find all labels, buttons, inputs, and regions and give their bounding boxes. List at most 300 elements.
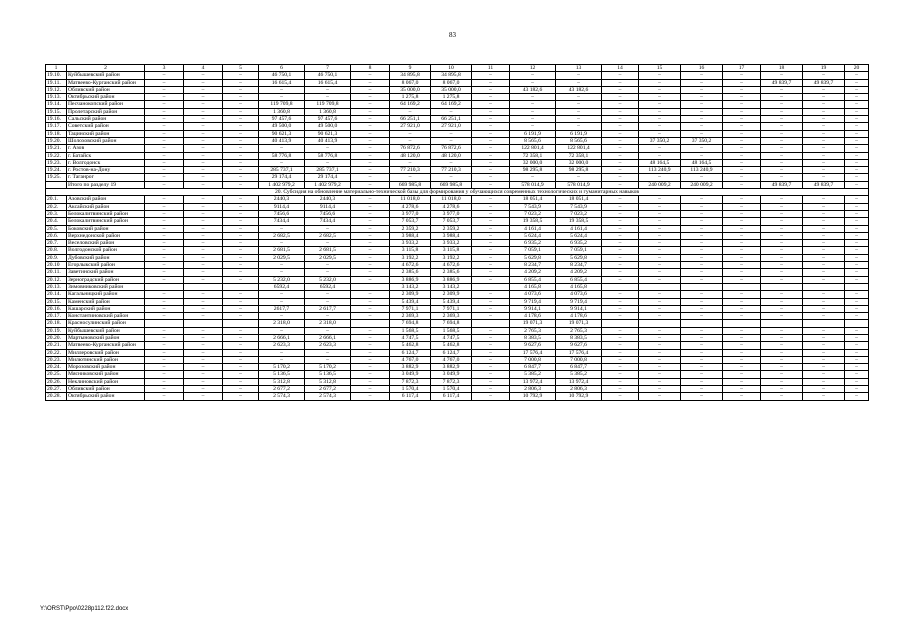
row-number-cell: 20.19. [46, 327, 67, 334]
value-cell: – [305, 94, 351, 101]
value-cell: – [184, 269, 223, 276]
value-cell [184, 320, 223, 327]
value-cell: 32 000,0 [510, 159, 556, 166]
value-cell: – [351, 232, 390, 239]
value-cell: 90 621,3 [305, 130, 351, 137]
page-number: 83 [449, 31, 456, 39]
value-cell: – [472, 291, 510, 298]
value-cell: – [761, 386, 803, 393]
value-cell: 48 120,0 [390, 152, 431, 159]
value-cell: – [681, 291, 723, 298]
value-cell: – [472, 371, 510, 378]
value-cell: 7456,6 [305, 210, 351, 217]
district-name-cell: Егорлыкский район [67, 262, 145, 269]
value-cell: – [845, 364, 869, 371]
value-cell: – [803, 393, 845, 400]
value-cell: 9 914,1 [556, 305, 602, 312]
value-cell: – [681, 313, 723, 320]
value-cell: – [223, 152, 259, 159]
value-cell: – [351, 262, 390, 269]
value-cell: – [472, 203, 510, 210]
district-name-cell: г. Таганрог [67, 174, 145, 181]
value-cell: – [761, 364, 803, 371]
value-cell: – [723, 123, 761, 130]
value-cell: – [145, 116, 184, 123]
value-cell: – [305, 159, 351, 166]
value-cell: – [803, 123, 845, 130]
value-cell: – [472, 378, 510, 385]
value-cell: – [761, 371, 803, 378]
value-cell: 5 439,4 [431, 298, 472, 305]
value-cell: – [803, 174, 845, 181]
value-cell: – [845, 72, 869, 79]
value-cell: – [351, 72, 390, 79]
value-cell: – [351, 181, 390, 188]
row-number-cell: 20.27. [46, 386, 67, 393]
value-cell: 3 049,9 [431, 371, 472, 378]
value-cell: – [472, 152, 510, 159]
row-number-cell: 20.25. [46, 371, 67, 378]
value-cell: 2 681,5 [305, 247, 351, 254]
value-cell: – [723, 86, 761, 93]
value-cell: – [305, 240, 351, 247]
value-cell: 17 576,4 [510, 349, 556, 356]
value-cell: – [184, 116, 223, 123]
value-cell: – [145, 137, 184, 144]
value-cell: – [556, 101, 602, 108]
value-cell: – [184, 137, 223, 144]
value-cell: – [845, 393, 869, 400]
value-cell: 58 776,8 [305, 152, 351, 159]
value-cell: 7456,6 [259, 210, 305, 217]
value-cell: 4 767,0 [390, 356, 431, 363]
value-cell: – [681, 356, 723, 363]
value-cell: – [681, 218, 723, 225]
value-cell: – [681, 145, 723, 152]
value-cell: – [639, 79, 681, 86]
value-cell: – [602, 116, 639, 123]
value-cell: – [803, 72, 845, 79]
value-cell: 3 886,9 [431, 276, 472, 283]
value-cell: 3 988,4 [390, 232, 431, 239]
value-cell: – [803, 327, 845, 334]
value-cell: – [602, 240, 639, 247]
value-cell: – [351, 174, 390, 181]
value-cell: – [681, 94, 723, 101]
column-number-cell: 6 [259, 65, 305, 72]
value-cell: – [639, 342, 681, 349]
value-cell: – [602, 72, 639, 79]
value-cell: – [639, 72, 681, 79]
value-cell: – [681, 203, 723, 210]
district-name-cell: Волгодонской район [67, 247, 145, 254]
value-cell: 2 806,3 [510, 386, 556, 393]
value-cell: – [639, 269, 681, 276]
value-cell: – [681, 298, 723, 305]
value-cell: 3 115,8 [431, 247, 472, 254]
header-row [46, 65, 869, 72]
value-cell: – [259, 225, 305, 232]
value-cell: – [145, 240, 184, 247]
value-cell: 2 029,5 [305, 254, 351, 261]
value-cell: – [602, 218, 639, 225]
value-cell: – [723, 108, 761, 115]
table-row [46, 108, 869, 115]
total-row [46, 181, 869, 188]
value-cell: – [681, 349, 723, 356]
value-cell: 5 136,5 [259, 371, 305, 378]
value-cell: – [639, 262, 681, 269]
value-cell: – [681, 108, 723, 115]
value-cell: 7 023,2 [510, 210, 556, 217]
row-number-cell: 19.17. [46, 123, 67, 130]
value-cell: 4 672,6 [390, 262, 431, 269]
value-cell: 8 067,0 [431, 79, 472, 86]
value-cell: – [351, 116, 390, 123]
value-cell: – [845, 181, 869, 188]
value-cell: – [602, 378, 639, 385]
section-title: 20. Субсидия на обновление материально-технической базы для формирования у обучающихся современных технологических и гуманитарных навыков [46, 189, 869, 196]
value-cell: 9 719,4 [556, 298, 602, 305]
value-cell: 46 750,1 [259, 72, 305, 79]
value-cell: 5 312,8 [259, 378, 305, 385]
value-cell: 2 318,0 [305, 320, 351, 327]
value-cell: 19 071,3 [556, 320, 602, 327]
row-number-cell: 20.4. [46, 218, 67, 225]
value-cell: – [602, 203, 639, 210]
value-cell: – [845, 116, 869, 123]
value-cell: – [761, 167, 803, 174]
value-cell: – [723, 203, 761, 210]
value-cell: – [761, 218, 803, 225]
value-cell: 6 855,4 [510, 276, 556, 283]
value-cell: – [845, 269, 869, 276]
value-cell: – [602, 305, 639, 312]
value-cell: – [602, 327, 639, 334]
value-cell: – [390, 159, 431, 166]
value-cell: – [305, 313, 351, 320]
value-cell: – [351, 123, 390, 130]
value-cell: – [184, 342, 223, 349]
value-cell: – [305, 262, 351, 269]
value-cell: – [602, 298, 639, 305]
column-number-cell: 5 [223, 65, 259, 72]
value-cell: – [803, 86, 845, 93]
value-cell: – [761, 159, 803, 166]
value-cell: 8 565,6 [510, 137, 556, 144]
value-cell: – [184, 152, 223, 159]
value-cell: – [845, 240, 869, 247]
value-cell: – [145, 247, 184, 254]
district-name-cell: Миллеровский район [67, 349, 145, 356]
value-cell: 4 747,5 [390, 334, 431, 341]
value-cell: – [259, 269, 305, 276]
value-cell: – [431, 137, 472, 144]
value-cell: – [510, 116, 556, 123]
row-number-cell: 20.8. [46, 247, 67, 254]
value-cell: 48 120,0 [431, 152, 472, 159]
district-name-cell: Песчанокопский район [67, 101, 145, 108]
value-cell: – [845, 349, 869, 356]
row-number-cell: 20.7. [46, 240, 67, 247]
value-cell: – [602, 159, 639, 166]
value-cell: – [803, 371, 845, 378]
value-cell: – [602, 167, 639, 174]
value-cell: – [472, 210, 510, 217]
value-cell: – [223, 386, 259, 393]
value-cell: – [223, 94, 259, 101]
value-cell: – [639, 349, 681, 356]
value-cell: – [681, 225, 723, 232]
value-cell: 2 765,3 [556, 327, 602, 334]
value-cell: – [761, 378, 803, 385]
value-cell: – [723, 174, 761, 181]
value-cell: – [845, 378, 869, 385]
value-cell: 6 855,4 [556, 276, 602, 283]
value-cell: – [845, 232, 869, 239]
value-cell: – [602, 94, 639, 101]
value-cell: – [305, 349, 351, 356]
value-cell: 1 275,8 [390, 94, 431, 101]
value-cell: 29 174,4 [259, 174, 305, 181]
value-cell: 64 169,2 [431, 101, 472, 108]
value-cell [351, 283, 390, 290]
value-cell: – [223, 196, 259, 203]
value-cell: – [351, 101, 390, 108]
value-cell: 7 059,1 [510, 247, 556, 254]
table-row [46, 79, 869, 86]
value-cell [723, 320, 761, 327]
value-cell: – [184, 386, 223, 393]
value-cell: – [761, 123, 803, 130]
value-cell: 4 278,6 [390, 203, 431, 210]
value-cell: – [472, 364, 510, 371]
value-cell: – [223, 137, 259, 144]
value-cell: – [145, 349, 184, 356]
column-number-cell: 10 [431, 65, 472, 72]
value-cell: 9 627,6 [556, 342, 602, 349]
value-cell: 669 985,8 [390, 181, 431, 188]
value-cell: – [472, 313, 510, 320]
value-cell: 76 872,6 [431, 145, 472, 152]
value-cell: – [223, 79, 259, 86]
value-cell: – [761, 269, 803, 276]
value-cell: – [145, 218, 184, 225]
value-cell [602, 320, 639, 327]
value-cell: 2 765,3 [510, 327, 556, 334]
value-cell: – [602, 269, 639, 276]
value-cell: – [602, 291, 639, 298]
value-cell: – [681, 327, 723, 334]
value-cell: 2 682,5 [259, 232, 305, 239]
value-cell: 40 413,9 [305, 137, 351, 144]
value-cell: – [639, 378, 681, 385]
value-cell: – [845, 108, 869, 115]
value-cell: 3 143,2 [390, 283, 431, 290]
value-cell: – [602, 123, 639, 130]
value-cell: 5 170,2 [305, 364, 351, 371]
value-cell: – [145, 210, 184, 217]
value-cell: – [803, 167, 845, 174]
value-cell: – [723, 240, 761, 247]
table-row [46, 298, 869, 305]
row-number-cell: 20.21. [46, 342, 67, 349]
value-cell: – [845, 101, 869, 108]
value-cell: – [223, 181, 259, 188]
value-cell: – [845, 145, 869, 152]
value-cell: – [845, 130, 869, 137]
value-cell: 34 895,8 [431, 72, 472, 79]
value-cell: – [845, 262, 869, 269]
table-row [46, 218, 869, 225]
value-cell [351, 320, 390, 327]
value-cell [761, 283, 803, 290]
value-cell: – [761, 247, 803, 254]
value-cell: – [681, 152, 723, 159]
value-cell: – [351, 86, 390, 93]
value-cell: – [145, 364, 184, 371]
value-cell: – [602, 137, 639, 144]
row-number-cell: 20.17. [46, 313, 67, 320]
value-cell: – [184, 254, 223, 261]
value-cell: 4 178,6 [510, 313, 556, 320]
value-cell: – [145, 232, 184, 239]
value-cell: – [639, 145, 681, 152]
value-cell: – [723, 79, 761, 86]
value-cell: – [259, 356, 305, 363]
table-row [46, 393, 869, 400]
value-cell: – [602, 181, 639, 188]
value-cell: – [681, 276, 723, 283]
table-row [46, 159, 869, 166]
value-cell: – [681, 240, 723, 247]
value-cell: 7 000,8 [510, 356, 556, 363]
value-cell: – [639, 247, 681, 254]
value-cell: 122 801,4 [556, 145, 602, 152]
value-cell: 17 576,4 [556, 349, 602, 356]
value-cell: – [639, 254, 681, 261]
column-number-cell: 12 [510, 65, 556, 72]
value-cell: 7 543,9 [510, 203, 556, 210]
table-row [46, 225, 869, 232]
value-cell: – [723, 181, 761, 188]
value-cell: – [639, 364, 681, 371]
row-number-cell: 20.13. [46, 283, 67, 290]
value-cell: – [472, 342, 510, 349]
value-cell: 2 369,3 [431, 313, 472, 320]
table-row [46, 240, 869, 247]
value-cell: – [761, 305, 803, 312]
value-cell: – [639, 108, 681, 115]
value-cell: – [223, 393, 259, 400]
value-cell: – [761, 342, 803, 349]
value-cell: – [472, 123, 510, 130]
value-cell: 3 882,9 [431, 364, 472, 371]
value-cell: – [472, 86, 510, 93]
row-number-cell: 20.6. [46, 232, 67, 239]
value-cell: 6592,4 [259, 283, 305, 290]
value-cell: – [803, 159, 845, 166]
value-cell: – [845, 276, 869, 283]
value-cell: 7 543,9 [556, 203, 602, 210]
value-cell: – [639, 86, 681, 93]
row-number-cell: 20.14. [46, 291, 67, 298]
row-number-cell: 19.16. [46, 116, 67, 123]
table-row [46, 86, 869, 93]
value-cell: – [510, 174, 556, 181]
table-row [46, 196, 869, 203]
value-cell: – [259, 262, 305, 269]
value-cell: – [259, 94, 305, 101]
value-cell: – [351, 327, 390, 334]
value-cell: 7434,4 [305, 218, 351, 225]
value-cell: – [723, 254, 761, 261]
value-cell: – [723, 313, 761, 320]
value-cell: – [681, 305, 723, 312]
value-cell: – [351, 130, 390, 137]
district-name-cell: Неклиновский район [67, 378, 145, 385]
value-cell: 669 985,8 [431, 181, 472, 188]
value-cell: 7 694,8 [431, 320, 472, 327]
value-cell: – [145, 181, 184, 188]
value-cell: – [351, 334, 390, 341]
value-cell: 1 360,8 [305, 108, 351, 115]
value-cell: – [472, 356, 510, 363]
table-row [46, 327, 869, 334]
value-cell: – [145, 159, 184, 166]
value-cell: – [761, 356, 803, 363]
district-name-cell: Тацинский район [67, 130, 145, 137]
value-cell: – [145, 152, 184, 159]
district-name-cell: Кагальницкий район [67, 291, 145, 298]
value-cell: – [681, 232, 723, 239]
value-cell: 49 500,0 [305, 123, 351, 130]
value-cell: – [145, 108, 184, 115]
value-cell: – [472, 94, 510, 101]
value-cell: – [305, 225, 351, 232]
value-cell: 7 872,3 [431, 378, 472, 385]
value-cell: – [681, 210, 723, 217]
value-cell: – [223, 356, 259, 363]
value-cell: – [761, 203, 803, 210]
table-row [46, 254, 869, 261]
value-cell: 2 359,2 [390, 225, 431, 232]
value-cell: – [145, 72, 184, 79]
value-cell: – [472, 349, 510, 356]
value-cell: – [803, 305, 845, 312]
value-cell: 2 385,6 [431, 269, 472, 276]
value-cell: – [145, 130, 184, 137]
value-cell: – [761, 196, 803, 203]
value-cell: – [723, 378, 761, 385]
value-cell: – [681, 86, 723, 93]
value-cell: 1 360,8 [259, 108, 305, 115]
row-number-cell: 20.22. [46, 349, 67, 356]
district-name-cell: Белокалитвинский район [67, 218, 145, 225]
column-number-cell: 18 [761, 65, 803, 72]
value-cell: – [639, 152, 681, 159]
value-cell: – [845, 254, 869, 261]
value-cell: – [145, 291, 184, 298]
value-cell: – [223, 174, 259, 181]
value-cell: 18 051,4 [510, 196, 556, 203]
table-row [46, 145, 869, 152]
value-cell: – [723, 349, 761, 356]
district-name-cell: Матвеево-Курганский район [67, 79, 145, 86]
value-cell: – [845, 203, 869, 210]
value-cell: 6 124,7 [390, 349, 431, 356]
value-cell: – [803, 364, 845, 371]
